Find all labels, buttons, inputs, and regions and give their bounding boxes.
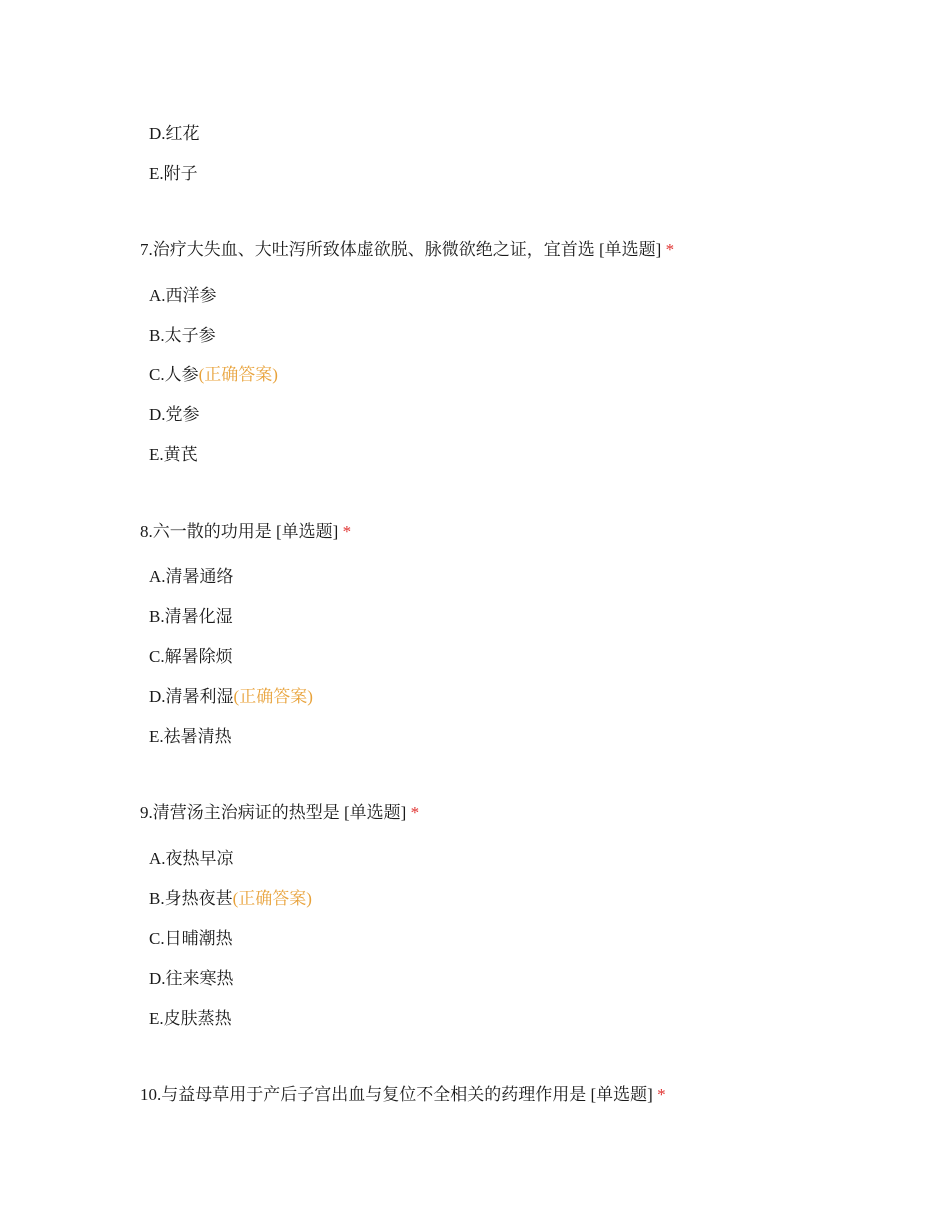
option-q9-d[interactable] <box>149 968 234 990</box>
option-q8-c[interactable] <box>149 646 233 668</box>
required-asterisk: * <box>342 522 352 541</box>
option-label: D.往来寒热 <box>149 969 234 988</box>
required-asterisk: * <box>410 803 420 822</box>
option-q8-b[interactable] <box>149 606 233 628</box>
option-q9-e[interactable] <box>149 1008 232 1030</box>
question-text: 10.与益母草用于产后子宫出血与复位不全相关的药理作用是 [单选题] <box>140 1085 653 1104</box>
question-9-title <box>140 802 419 824</box>
option-label: C.解暑除烦 <box>149 647 233 666</box>
option-label: E.祛暑清热 <box>149 727 232 746</box>
option-label: B.身热夜甚 <box>149 889 233 908</box>
option-q8-a[interactable] <box>149 566 234 588</box>
correct-answer-mark: (正确答案) <box>232 889 312 908</box>
option-label: A.夜热早凉 <box>149 849 234 868</box>
option-q8-e[interactable] <box>149 726 232 748</box>
required-asterisk: * <box>657 1085 666 1104</box>
correct-answer-mark: (正确答案) <box>198 365 278 384</box>
option-label: C.日晡潮热 <box>149 929 233 948</box>
option-q8-d[interactable] <box>149 686 313 708</box>
option-q9-c[interactable] <box>149 928 233 950</box>
option-q7-b[interactable] <box>149 325 216 347</box>
option-q7-d[interactable] <box>149 404 200 426</box>
option-q6-d[interactable] <box>149 123 200 145</box>
option-label: B.太子参 <box>149 326 216 345</box>
question-text: 8.六一散的功用是 [单选题] <box>140 522 339 541</box>
correct-answer-mark: (正确答案) <box>233 687 313 706</box>
option-label: D.清暑利湿 <box>149 687 234 706</box>
option-q7-a[interactable] <box>149 285 217 307</box>
option-label: D.红花 <box>149 124 200 143</box>
option-label: E.黄芪 <box>149 445 198 464</box>
question-8-title <box>140 521 351 543</box>
question-text: 7.治疗大失血、大吐泻所致体虚欲脱、脉微欲绝之证，宜首选 [单选题] <box>140 240 662 259</box>
question-10-title <box>140 1084 666 1106</box>
question-7-title <box>140 239 674 261</box>
option-label: D.党参 <box>149 405 200 424</box>
option-label: A.西洋参 <box>149 286 217 305</box>
question-text: 9.清营汤主治病证的热型是 [单选题] <box>140 803 407 822</box>
option-label: B.清暑化湿 <box>149 607 233 626</box>
option-q7-e[interactable] <box>149 444 198 466</box>
option-q6-e[interactable] <box>149 163 198 185</box>
option-label: E.皮肤蒸热 <box>149 1009 232 1028</box>
option-label: C.人参 <box>149 365 199 384</box>
required-asterisk: * <box>665 240 675 259</box>
option-q9-b[interactable] <box>149 888 312 910</box>
option-label: E.附子 <box>149 164 198 183</box>
option-label: A.清暑通络 <box>149 567 234 586</box>
option-q9-a[interactable] <box>149 848 234 870</box>
option-q7-c[interactable] <box>149 364 278 386</box>
